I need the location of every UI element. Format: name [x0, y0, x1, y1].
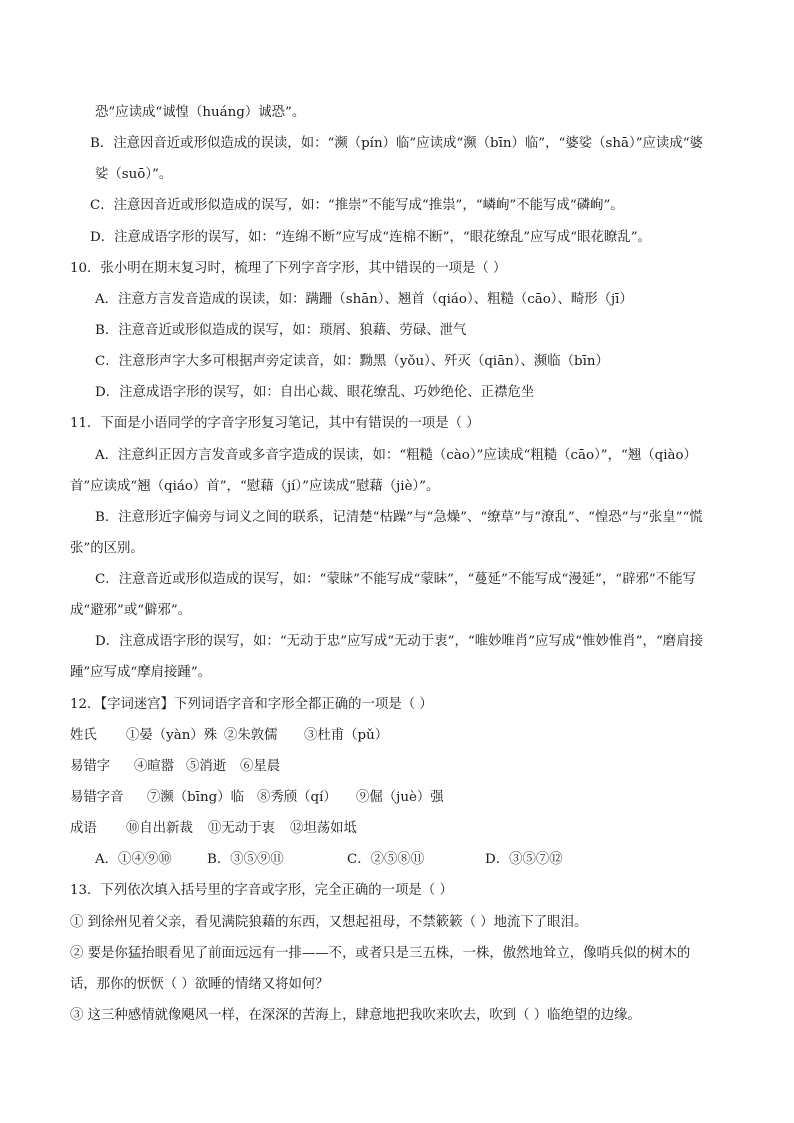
- item-12: ⑫坦荡如坻: [290, 821, 357, 836]
- q10-option-a: A．注意方言发音造成的误读，如：蹒跚（shān）、翘首（qiáo）、粗糙（cāo）、畸形（jī）: [95, 292, 633, 307]
- q12-stem: 12．【字词迷宫】下列词语字音和字形全都正确的一项是（ ）: [70, 697, 433, 712]
- item-1: ①晏（yàn）殊: [126, 728, 218, 743]
- q12-option-d: D．③⑤⑦⑫: [485, 852, 563, 867]
- q9-option-d: D．注意成语字形的误写，如：“连绵不断”应写成“连棉不断”，“眼花缭乱”应写成“眼花瞭乱”。: [90, 230, 651, 245]
- q11-option-a-continued: 首”应读成“翘（qiáo）首”，“慰藉（jí）”应读成“慰藉（jiè）”。: [70, 479, 440, 494]
- q12-options: [95, 850, 563, 870]
- q11-option-b: B．注意形近字偏旁与词义之间的联系，记清楚“枯躁”与“急燥”、“缭草”与“潦乱”、“惶恐”与“张皇”“慌: [95, 510, 703, 525]
- q12-row-characters: [70, 757, 280, 777]
- q12-option-c: C．②⑤⑧⑪: [347, 852, 425, 867]
- q12-option-b: B．③⑤⑨⑪: [207, 852, 284, 867]
- q10-option-c: C．注意形声字大多可根据声旁定读音，如：黝黑（yǒu）、歼灭（qiān）、濒临（bīn）: [95, 354, 609, 369]
- q12-row-surnames: [70, 726, 388, 746]
- item-6: ⑥星晨: [240, 759, 281, 774]
- q13-sentence-2-continued: 话，那你的恹恹（ ）欲睡的情绪又将如何？: [70, 977, 329, 992]
- q11-option-a: A．注意纠正因方言发音或多音字造成的误读，如：“粗糙（cào）”应读成“粗糙（cāo）”，“翘（qiào）: [95, 448, 697, 463]
- q9-option-b: B．注意因音近或形似造成的误读，如：“濒（pín）临”应读成“濒（bīn）临”，“婆娑（shā）”应读成“婆: [90, 136, 703, 151]
- q13-stem: 13．下列依次填入括号里的字音或字形，完全正确的一项是（ ）: [70, 883, 453, 898]
- q11-option-c: C．注意音近或形似造成的误写，如：“蒙昧”不能写成“蒙眛”，“蔓延”不能写成“漫延”，“辟邪”不能写: [95, 572, 696, 587]
- q10-option-b: B．注意音近或形似造成的误写，如：琐屑、狼藉、劳碌、泄气: [95, 323, 467, 338]
- row-label: 姓氏: [70, 728, 97, 743]
- item-8: ⑧秀颀（qí）: [257, 790, 337, 805]
- item-11: ⑪无动于衷: [208, 821, 275, 836]
- item-3: ③杜甫（pǔ）: [304, 728, 389, 743]
- q13-sentence-2: ② 要是你猛抬眼看见了前面远远有一排——不，或者只是三五株，一株，傲然地耸立，像哨兵似的树木的: [70, 946, 691, 961]
- item-5: ⑤消逝: [186, 759, 227, 774]
- q11-option-b-continued: 张”的区别。: [70, 541, 144, 556]
- q12-option-a: A．①④⑨⑩: [95, 852, 172, 867]
- q10-option-d: D．注意成语字形的误写，如：自出心裁、眼花缭乱、巧妙绝伦、正襟危坐: [95, 385, 535, 400]
- q13-sentence-3: ③ 这三种感情就像飓风一样，在深深的苦海上，肆意地把我吹来吹去，吹到（ ）临绝望的边缘。: [70, 1008, 641, 1023]
- q10-stem: 10．张小明在期末复习时，梳理了下列字音字形，其中错误的一项是（ ）: [70, 261, 507, 276]
- row-label: 成语: [70, 821, 97, 836]
- item-10: ⑩自出新裁: [126, 821, 193, 836]
- q11-stem: 11．下面是小语同学的字音字形复习笔记，其中有错误的一项是（ ）: [70, 416, 480, 431]
- q11-option-d-continued: 踵”应写成“摩肩接踵”。: [70, 665, 212, 680]
- q9-option-a-continued: 恐”应读成“诚惶（huáng）诚恐”。: [95, 105, 306, 120]
- row-label: 易错字: [70, 759, 111, 774]
- q9-option-c: C．注意因音近或形似造成的误写，如：“推崇”不能写成“推祟”，“嶙峋”不能写成“磷峋”。: [90, 198, 624, 213]
- item-9: ⑨倔（juè）强: [356, 790, 444, 805]
- row-label: 易错字音: [70, 790, 124, 805]
- q11-option-d: D．注意成语字形的误写，如：“无动于忠”应写成“无动于衷”，“唯妙唯肖”应写成“惟妙惟肖”，“磨肩接: [95, 634, 703, 649]
- q12-row-pronunciation: [70, 788, 444, 808]
- item-7: ⑦濒（bīng）临: [147, 790, 245, 805]
- q12-row-idioms: [70, 819, 357, 839]
- item-2: ②朱敦儒: [224, 728, 278, 743]
- q9-option-b-continued: 娑（suō）”。: [95, 167, 173, 182]
- item-4: ④暄嚣: [134, 759, 175, 774]
- q13-sentence-1: ① 到徐州见着父亲，看见满院狼藉的东西，又想起祖母，不禁簌簌（ ）地流下了眼泪。: [70, 915, 588, 930]
- q11-option-c-continued: 成“避邪”或“僻邪”。: [70, 603, 192, 618]
